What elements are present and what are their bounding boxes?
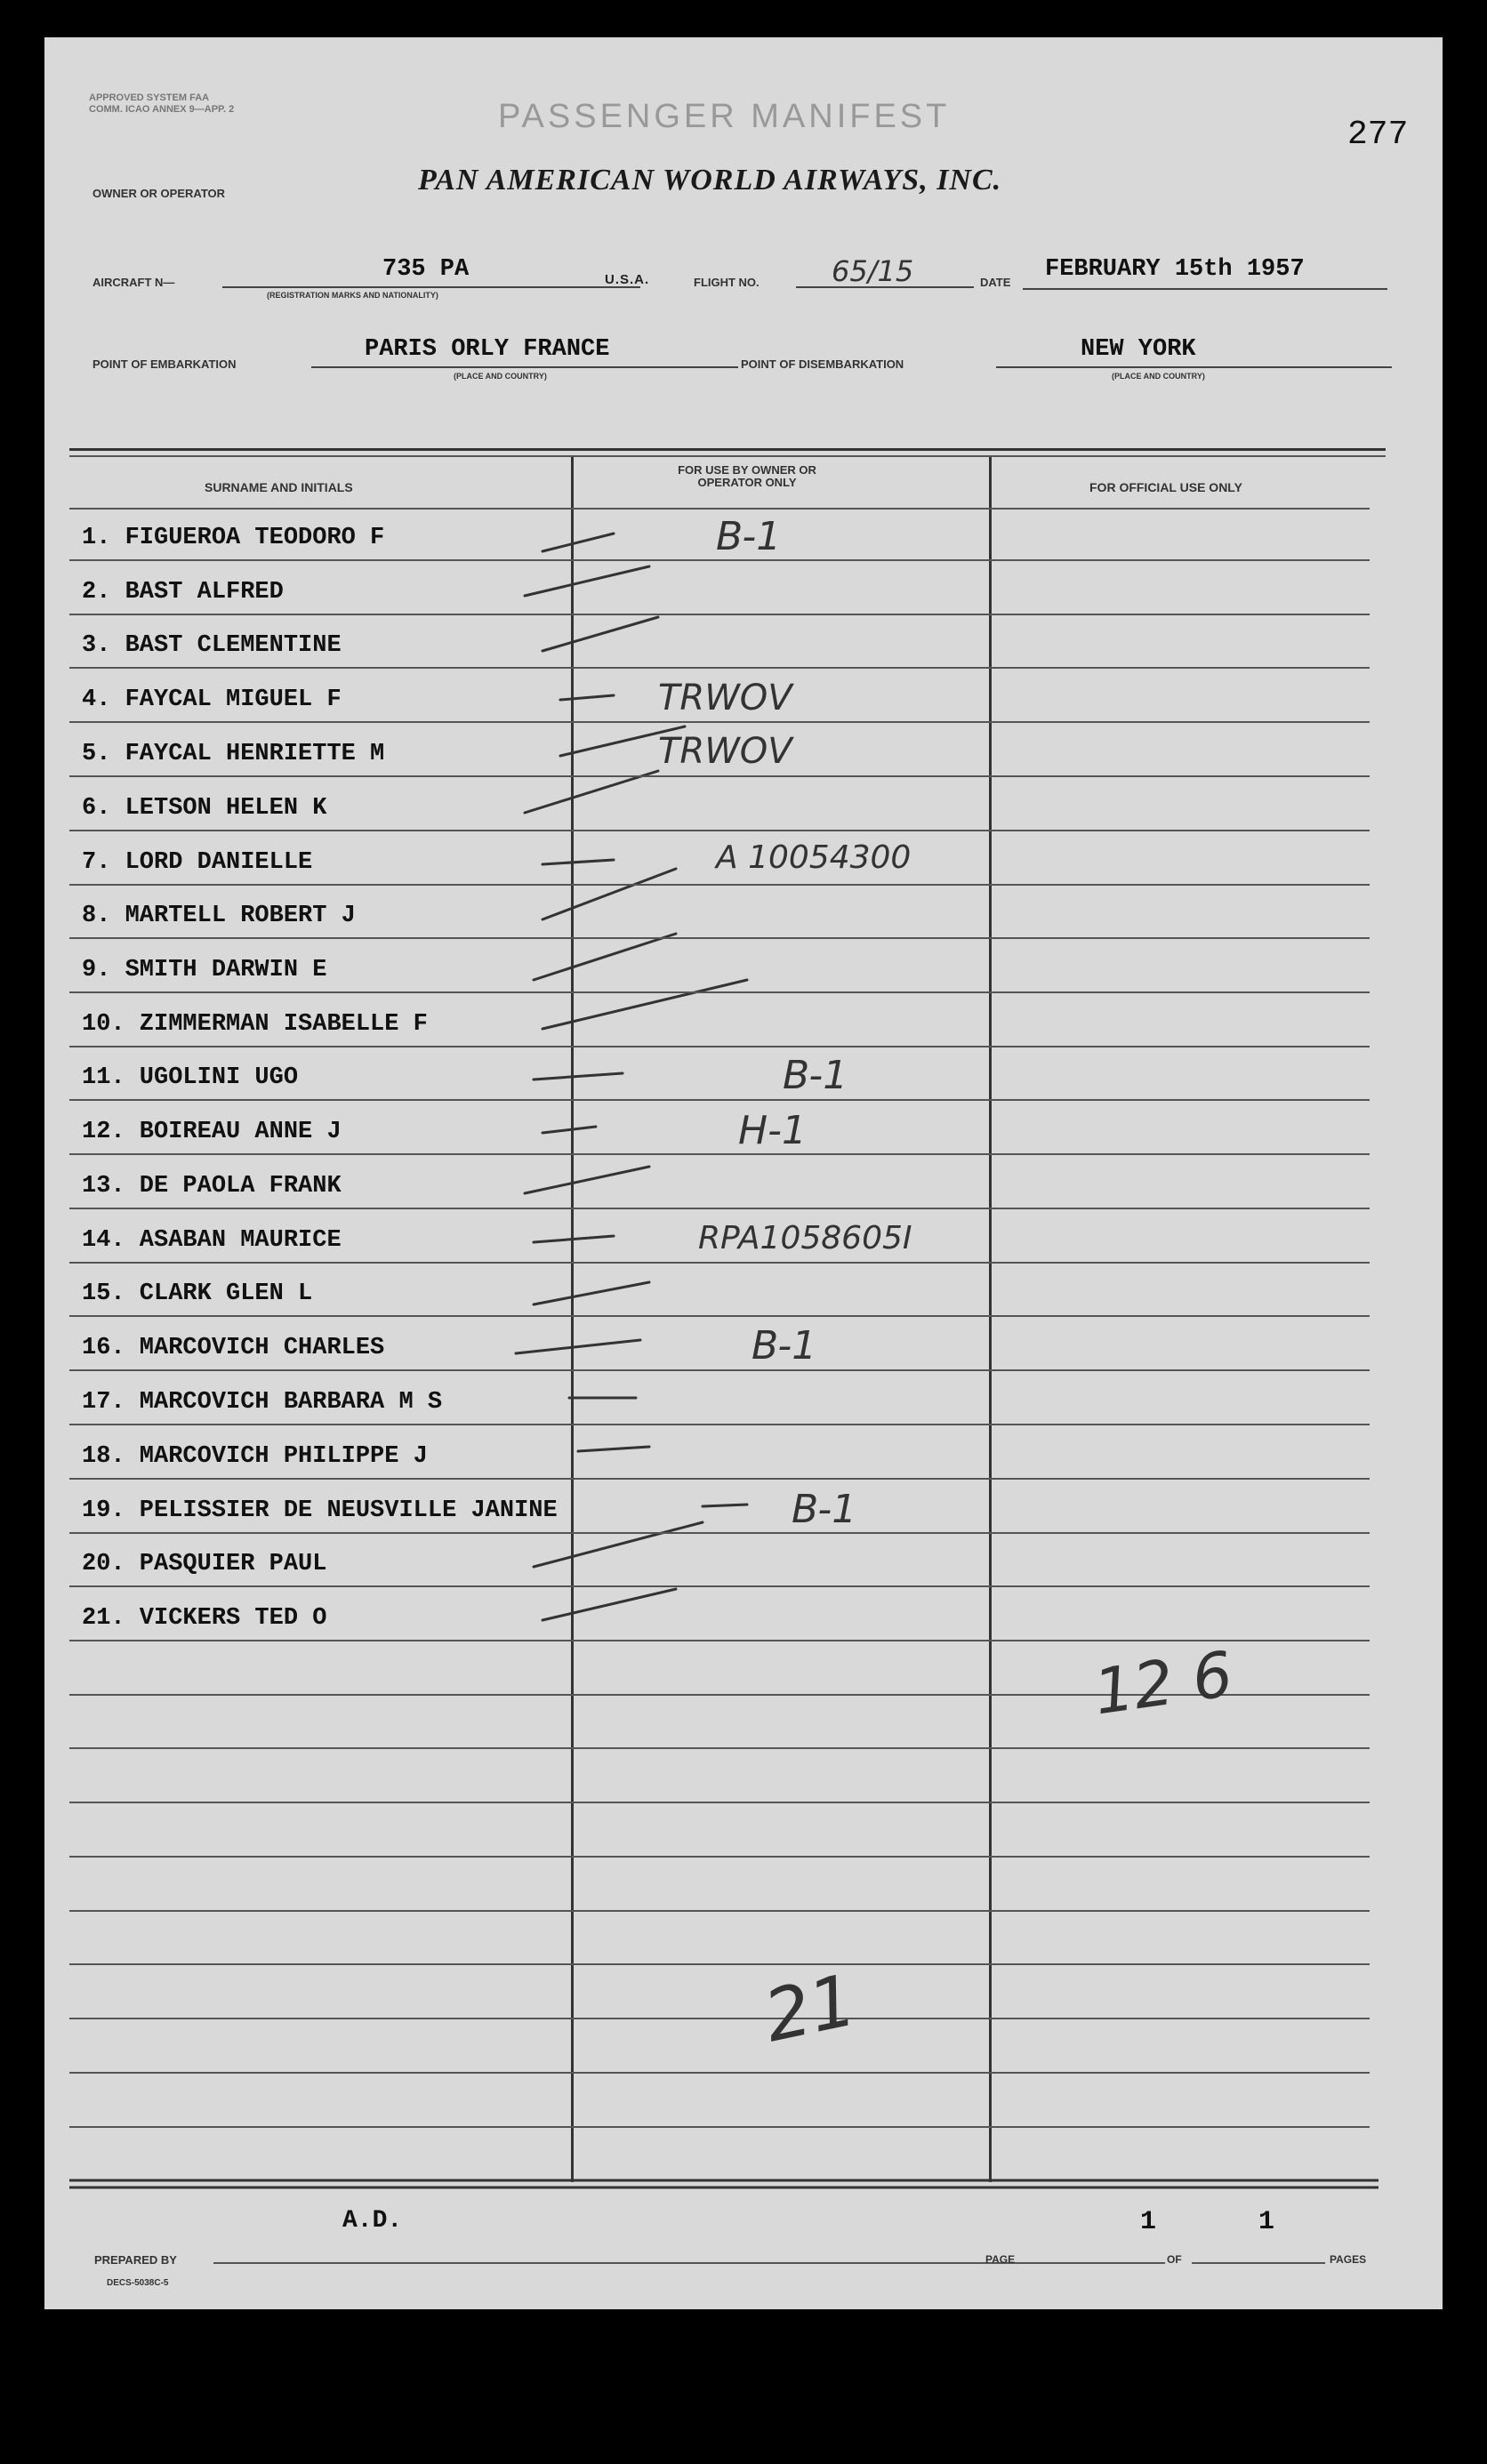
col-official-header: FOR OFFICIAL USE ONLY (1089, 480, 1242, 494)
passenger-row: 10. ZIMMERMAN ISABELLE F (82, 1011, 428, 1038)
flight-label: FLIGHT NO. (694, 276, 760, 289)
passenger-row: 8. MARTELL ROBERT J (82, 903, 356, 929)
pages-label: PAGES (1330, 2253, 1367, 2266)
handwritten-mark: B-1 (783, 1053, 848, 1098)
flight-value: 65/15 (832, 254, 914, 288)
form-number: DECS-5038C-5 (107, 2278, 169, 2288)
passenger-row: 3. BAST CLEMENTINE (82, 632, 342, 659)
passenger-row: 9. SMITH DARWIN E (82, 957, 327, 983)
passenger-row: 13. DE PAOLA FRANK (82, 1173, 342, 1200)
row-rules (44, 37, 1443, 2225)
date-value: FEBRUARY 15th 1957 (1045, 256, 1305, 283)
handwritten-mark: B-1 (792, 1487, 857, 1532)
passenger-row: 7. LORD DANIELLE (82, 849, 313, 876)
passenger-row: 5. FAYCAL HENRIETTE M (82, 741, 385, 767)
passenger-row: 12. BOIREAU ANNE J (82, 1119, 342, 1145)
handwritten-mark: B-1 (716, 514, 782, 559)
page-label: PAGE (985, 2253, 1016, 2266)
col-owner-header: FOR USE BY OWNER OR OPERATOR ONLY (678, 463, 816, 489)
handwritten-mark: TRWOV (658, 731, 792, 772)
passenger-row: 4. FAYCAL MIGUEL F (82, 686, 342, 713)
handwritten-mark: B-1 (752, 1323, 817, 1368)
disembark-label: POINT OF DISEMBARKATION (741, 357, 904, 371)
disembark-note: (PLACE AND COUNTRY) (1112, 372, 1205, 381)
page-title: PASSENGER MANIFEST (498, 98, 951, 135)
usa-label: U.S.A. (605, 272, 650, 287)
embark-label: POINT OF EMBARKATION (92, 357, 237, 371)
pages-value: 1 (1258, 2207, 1275, 2237)
handwritten-mark: RPA1058605I (698, 1220, 912, 1256)
passenger-row: 15. CLARK GLEN L (82, 1280, 313, 1307)
aircraft-value: 735 PA (382, 256, 470, 283)
date-label: DATE (980, 276, 1011, 289)
handwritten-count: 21 (757, 1958, 864, 2059)
of-label: OF (1167, 2253, 1182, 2266)
registration-note: (REGISTRATION MARKS AND NATIONALITY) (267, 291, 438, 300)
passenger-row: 17. MARCOVICH BARBARA M S (82, 1389, 443, 1416)
embark-note: (PLACE AND COUNTRY) (454, 372, 547, 381)
passenger-row: 18. MARCOVICH PHILIPPE J (82, 1443, 428, 1470)
footer-ad: A.D. (342, 2207, 403, 2235)
page-number: 277 (1347, 116, 1409, 154)
prepared-label: PREPARED BY (94, 2253, 177, 2267)
company-name: PAN AMERICAN WORLD AIRWAYS, INC. (418, 164, 1002, 197)
approval-note: APPROVED SYSTEM FAA COMM. ICAO ANNEX 9—APP. 2 (89, 92, 235, 115)
passenger-row: 20. PASQUIER PAUL (82, 1551, 327, 1577)
passenger-row: 6. LETSON HELEN K (82, 795, 327, 822)
aircraft-label: AIRCRAFT N— (92, 276, 175, 289)
passenger-row: 1. FIGUEROA TEODORO F (82, 525, 385, 551)
manifest-page (44, 37, 1443, 2309)
handwritten-mark: H-1 (738, 1108, 807, 1153)
handwritten-mark: A 10054300 (716, 839, 912, 876)
passenger-row: 2. BAST ALFRED (82, 579, 284, 606)
col-surname-header: SURNAME AND INITIALS (205, 480, 353, 494)
embark-value: PARIS ORLY FRANCE (365, 336, 610, 363)
passenger-row: 14. ASABAN MAURICE (82, 1227, 342, 1254)
handwritten-total: 12 6 (1089, 1637, 1237, 1730)
passenger-row: 11. UGOLINI UGO (82, 1064, 299, 1091)
page-value: 1 (1140, 2207, 1157, 2237)
handwritten-mark: TRWOV (658, 678, 792, 718)
passenger-row: 16. MARCOVICH CHARLES (82, 1335, 385, 1361)
passenger-row: 21. VICKERS TED O (82, 1605, 327, 1632)
owner-label: OWNER OR OPERATOR (92, 187, 226, 200)
passenger-row: 19. PELISSIER DE NEUSVILLE JANINE (82, 1497, 558, 1524)
disembark-value: NEW YORK (1081, 336, 1196, 363)
